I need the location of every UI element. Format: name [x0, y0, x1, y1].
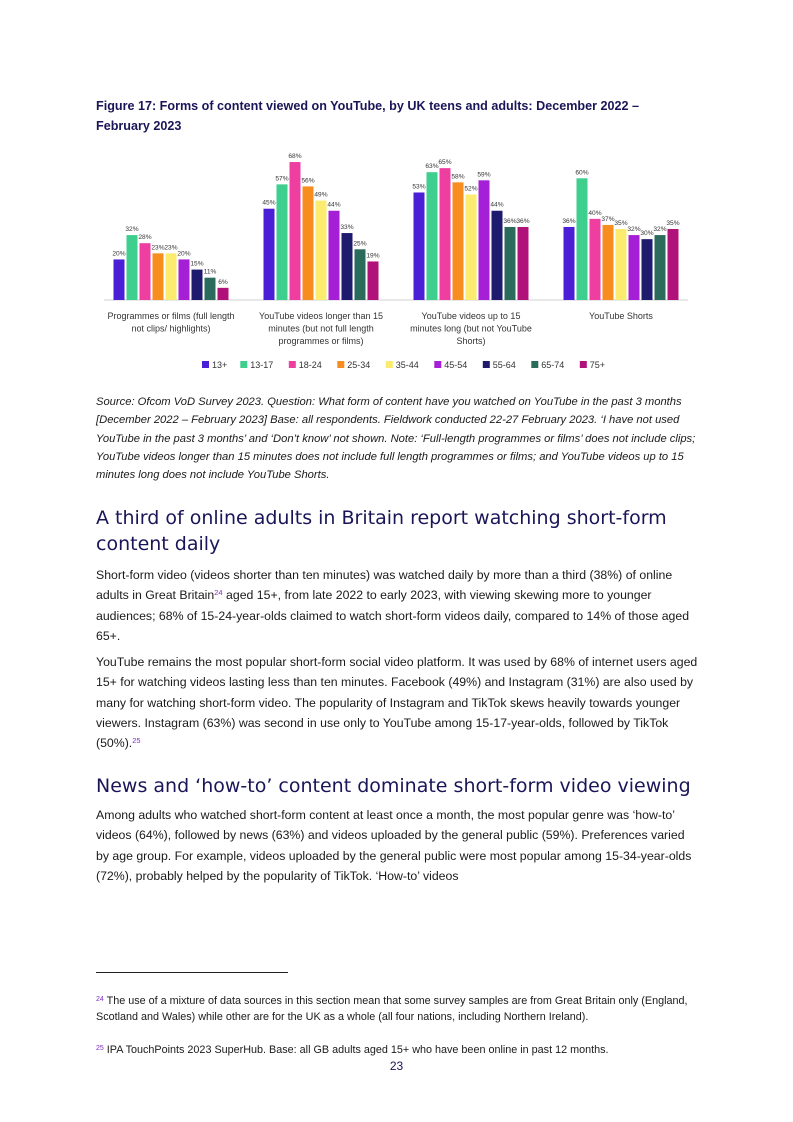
category-label: not clips/ highlights): [131, 323, 211, 334]
bar-35-44-4: [616, 229, 627, 300]
legend-label: 18-24: [298, 360, 322, 370]
data-label: 23%: [164, 244, 178, 252]
legend-swatch-13+: [202, 361, 209, 368]
bar-18-24-2: [290, 162, 301, 300]
legend-label: 25-34: [347, 360, 371, 370]
data-label: 36%: [516, 217, 530, 225]
bar-13-17-1: [127, 235, 138, 300]
bar-25-34-3: [453, 182, 464, 300]
data-label: 68%: [288, 153, 302, 161]
paragraph-text: Short-form video (videos shorter than ten minutes) was watched daily by more than a third (38%) of online adults in Great Britain: [96, 568, 673, 603]
bar-35-44-1: [166, 253, 177, 300]
bar-13+-2: [264, 209, 275, 300]
source-note: Source: Ofcom VoD Survey 2023. Question: What form of content have you watched on YouTube in the past 3 months [December 2022 – February 2023] Base: all respondents. Fieldwork conducted 22-27 February 2023. ‘I have not used YouTube in the past 3 months’ and ‘Don’t know’ not shown. Note: ‘Full-length programmes or films’ does not include clips; YouTube videos longer than 15 minutes does not include full length programmes or films; and YouTube videos up to 15 minutes long does not include YouTube Shorts.: [96, 396, 696, 482]
legend-swatch-25-34: [337, 361, 344, 368]
bar-65-74-4: [655, 235, 666, 300]
legend-swatch-75+: [580, 361, 587, 368]
data-label: 44%: [490, 201, 504, 209]
data-label: 37%: [601, 215, 615, 223]
data-label: 63%: [425, 163, 439, 171]
footnote-number: 24: [96, 996, 104, 1003]
footnote-25: [96, 1042, 696, 1058]
data-label: 32%: [653, 226, 667, 234]
bar-45-54-3: [479, 180, 490, 300]
bar-13-17-4: [577, 178, 588, 300]
bar-35-44-2: [316, 201, 327, 300]
footnote-text: The use of a mixture of data sources in this section mean that some survey samples are from Great Britain only (England, Scotland and Wales) while other are for the UK as a whole (all four nations, including Northern Ireland).: [96, 995, 688, 1023]
paragraph-text: YouTube remains the most popular short-form social video platform. It was used by 68% of internet users aged 15+ for watching videos lasting less than ten minutes. Facebook (49%) and Instagram (31%) are also used by many for watching short-form video. The popularity of Instagram and TikTok skews heavily towards younger viewers. Instagram (63%) was second in use only to YouTube among 15-17-year-olds, followed by TikTok (50%).: [96, 655, 698, 751]
data-label: 32%: [125, 226, 139, 234]
data-label: 20%: [112, 250, 126, 258]
bar-75+-2: [368, 261, 379, 300]
data-label: 23%: [151, 244, 165, 252]
paragraph-short-form-daily: [96, 565, 700, 646]
data-label: 58%: [451, 173, 465, 181]
bar-45-54-1: [179, 259, 190, 300]
bar-55-64-4: [642, 239, 653, 300]
data-label: 52%: [464, 185, 478, 193]
bar-13+-4: [564, 227, 575, 300]
bar-13+-3: [414, 192, 425, 300]
bar-45-54-4: [629, 235, 640, 300]
data-label: 36%: [562, 217, 576, 225]
bar-25-34-1: [153, 253, 164, 300]
figure-title: Figure 17: Forms of content viewed on YouTube, by UK teens and adults: December 2022 – February 2023: [96, 99, 640, 133]
bar-18-24-4: [590, 219, 601, 300]
data-label: 65%: [438, 159, 452, 167]
legend-swatch-45-54: [434, 361, 441, 368]
bar-75+-1: [218, 288, 229, 300]
footnote-24: [96, 993, 696, 1025]
bar-13+-1: [114, 259, 125, 300]
bar-25-34-4: [603, 225, 614, 300]
bar-25-34-2: [303, 186, 314, 300]
footnote-divider: [96, 972, 288, 973]
legend-swatch-18-24: [289, 361, 296, 368]
data-label: 11%: [203, 268, 217, 276]
bar-55-64-1: [192, 270, 203, 300]
data-label: 32%: [627, 226, 641, 234]
category-label: programmes or films): [278, 336, 364, 346]
bar-65-74-1: [205, 278, 216, 300]
bar-13-17-2: [277, 184, 288, 300]
data-label: 59%: [477, 171, 491, 179]
data-label: 28%: [138, 234, 152, 242]
footnote-ref-24[interactable]: 24: [214, 588, 223, 598]
legend-label: 45-54: [444, 360, 468, 370]
footnote-ref-25[interactable]: 25: [132, 736, 141, 746]
data-label: 6%: [218, 278, 228, 286]
category-label: YouTube Shorts: [589, 311, 653, 321]
data-label: 19%: [366, 252, 380, 260]
data-label: 30%: [640, 230, 654, 238]
bar-55-64-3: [492, 211, 503, 300]
category-label: minutes (but not full length: [268, 323, 374, 334]
bar-18-24-3: [440, 168, 451, 300]
data-label: 40%: [588, 209, 602, 217]
page-number: 23: [389, 1059, 404, 1073]
legend-swatch-55-64: [483, 361, 490, 368]
bar-75+-3: [518, 227, 529, 300]
paragraph-text: aged 15+, from late 2022 to early 2023, with viewing skewing more to younger audiences; 68% of 15-24-year-olds claimed to watch short-form videos daily, compared to 14% of those aged 65+.: [96, 588, 690, 643]
data-label: 35%: [666, 220, 680, 227]
bar-45-54-2: [329, 211, 340, 300]
category-label: minutes long (but not YouTube: [410, 323, 532, 334]
legend-label: 75+: [589, 360, 606, 370]
bar-55-64-2: [342, 233, 353, 300]
legend-swatch-65-74: [531, 361, 538, 368]
data-label: 35%: [614, 220, 628, 227]
legend-swatch-13-17: [240, 361, 247, 368]
data-label: 49%: [314, 191, 328, 199]
category-label: Shorts): [456, 336, 486, 346]
data-label: 15%: [190, 260, 204, 268]
footnote-text: IPA TouchPoints 2023 SuperHub. Base: all GB adults aged 15+ who have been online in past 12 months.: [106, 1044, 609, 1056]
category-label: Programmes or films (full length: [107, 311, 235, 321]
bar-75+-4: [668, 229, 679, 300]
data-label: 36%: [503, 217, 517, 225]
legend-label: 55-64: [492, 360, 516, 370]
content-viewed-bar-chart: [96, 150, 696, 380]
bar-65-74-2: [355, 249, 366, 300]
bar-13-17-3: [427, 172, 438, 300]
legend-label: 13-17: [250, 360, 274, 370]
paragraph-genres: Among adults who watched short-form content at least once a month, the most popular genre was ‘how-to’ videos (64%), followed by news (63%) and videos uploaded by the general public (59%). Preferences varied by age group. For example, videos uploaded by the general public were most popular among 15-34-year-olds (72%), probably helped by the popularity of TikTok. ‘How-to’ videos: [96, 808, 692, 883]
category-label: YouTube videos up to 15: [421, 311, 521, 321]
data-label: 56%: [301, 177, 315, 185]
legend-swatch-35-44: [386, 361, 393, 368]
section-heading-short-form-daily: A third of online adults in Britain report watching short-form content daily: [96, 507, 667, 555]
data-label: 33%: [340, 224, 354, 232]
data-label: 53%: [412, 183, 426, 191]
section-heading-news-how-to: News and ‘how-to’ content dominate short-form video viewing: [96, 775, 691, 797]
legend-label: 13+: [212, 360, 228, 370]
data-label: 57%: [275, 175, 289, 183]
footnote-number: 25: [96, 1045, 104, 1052]
bar-18-24-1: [140, 243, 151, 300]
bar-65-74-3: [505, 227, 516, 300]
bar-35-44-3: [466, 195, 477, 300]
data-label: 45%: [262, 199, 276, 207]
data-label: 44%: [327, 201, 341, 209]
legend-label: 35-44: [395, 360, 419, 370]
paragraph-youtube-popular: [96, 652, 700, 753]
data-label: 60%: [575, 169, 589, 177]
category-label: YouTube videos longer than 15: [259, 311, 383, 321]
data-label: 25%: [353, 240, 367, 248]
data-label: 20%: [177, 250, 191, 258]
legend-label: 65-74: [541, 360, 565, 370]
